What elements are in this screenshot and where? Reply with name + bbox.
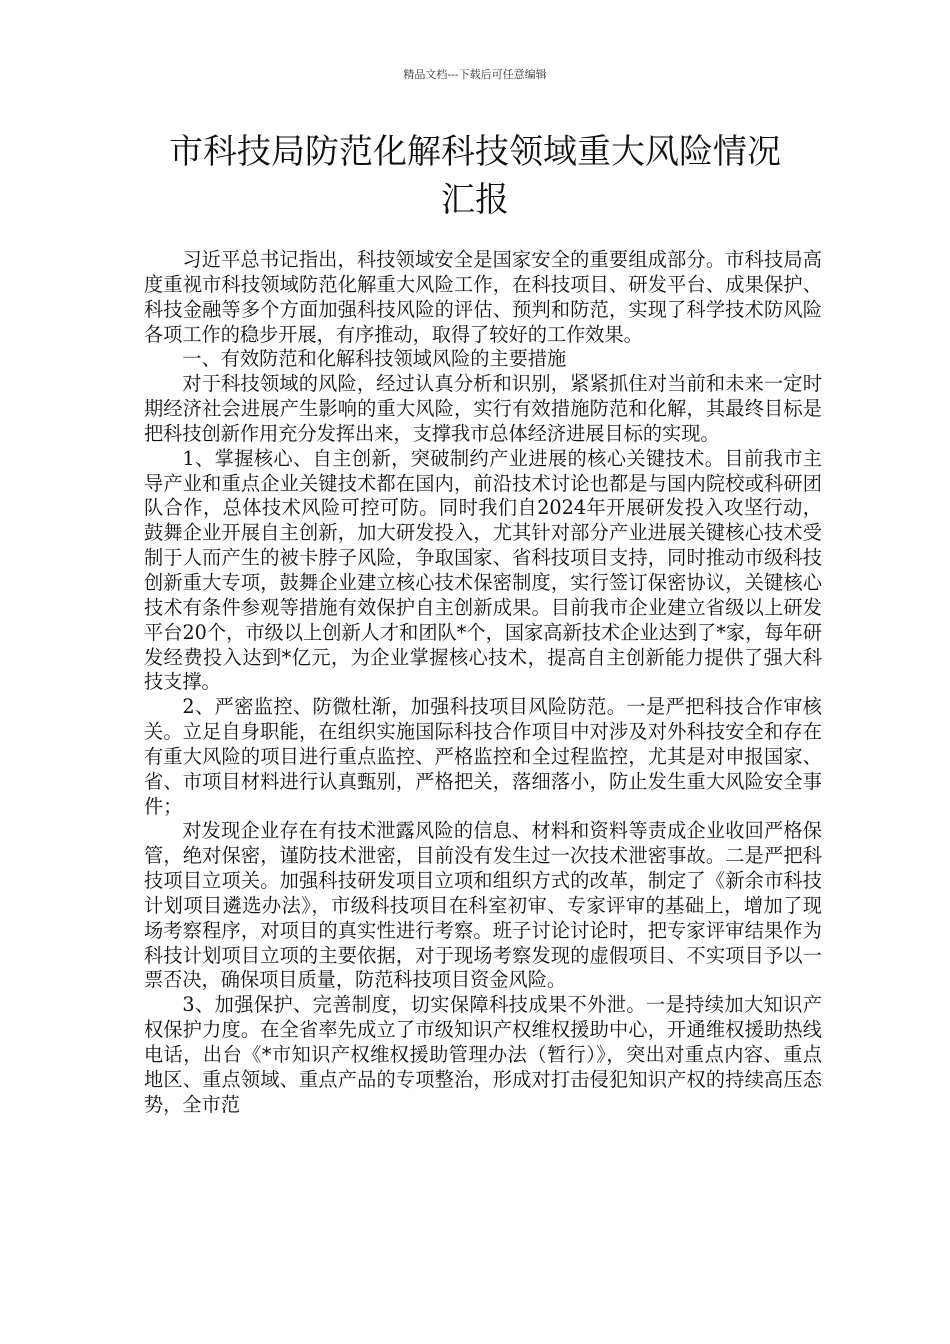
- header-note: 精品文档---下载后可任意编辑: [403, 68, 547, 81]
- title-line-1: 市科技局防范化解科技领域重大风险情况: [169, 132, 781, 172]
- paragraph-intro: 习近平总书记指出，科技领域安全是国家安全的重要组成部分。市科技局高度重视市科技领域防范化解重大风险工作，在科技项目、研发平台、成果保护、科技金融等多个方面加强科技风险的评估、预判和防范，实现了科学技术防风险各项工作的稳步开展，有序推动，取得了较好的工作效果。: [144, 248, 822, 346]
- paragraph: 对于科技领域的风险，经过认真分析和识别，紧紧抓住对当前和未来一定时期经济社会进展产生影响的重大风险，实行有效措施防范和化解，其最终目标是把科技创新作用充分发挥出来，支撑我市总体经济进展目标的实现。: [144, 372, 822, 445]
- section-heading: 一、有效防范和化解科技领域风险的主要措施: [182, 347, 567, 371]
- paragraph: 1、掌握核心、自主创新，突破制约产业进展的核心关键技术。目前我市主导产业和重点企业关键技术都在国内，前沿技术讨论也都是与国内院校或科研团队合作，总体技术风险可控可防。同时我们自2024年开展研发投入攻坚行动，鼓舞企业开展自主创新，加大研发投入，尤其针对部分产业进展关键核心技术受制于人而产生的被卡脖子风险，争取国家、省科技项目支持，同时推动市级科技创新重大专项，鼓舞企业建立核心技术保密制度，实行签订保密协议，关键核心技术有条件参观等措施有效保护自主创新成果。目前我市企业建立省级以上研发平台20个，市级以上创新人才和团队*个，国家高新技术企业达到了*家，每年研发经费投入达到*亿元，为企业掌握核心技术，提高自主创新能力提供了强大科技支撑。: [144, 446, 822, 694]
- paragraph: 2、严密监控、防微杜渐，加强科技项目风险防范。一是严把科技合作审核关。立足自身职能，在组织实施国际科技合作项目中对涉及对外科技安全和存在有重大风险的项目进行重点监控、严格监控和全过程监控，尤其是对申报国家、省、市项目材料进行认真甄别，严格把关，落细落小，防止发生重大风险安全事件；: [144, 695, 822, 818]
- paragraph: 对发现企业存在有技术泄露风险的信息、材料和资料等责成企业收回严格保管，绝对保密，谨防技术泄密，目前没有发生过一次技术泄密事故。二是严把科技项目立项关。加强科技研发项目立项和组织方式的改革，制定了《新余市科技计划项目遴选办法》，市级科技项目在科室初审、专家评审的基础上，增加了现场考察程序，对项目的真实性进行考察。班子讨论讨论时，把专家评审结果作为科技计划项目立项的主要依据，对于现场考察发现的虚假项目、不实项目予以一票否决，确保项目质量，防范科技项目资金风险。: [144, 819, 822, 992]
- document-body: [144, 248, 822, 1118]
- paragraph: 3、加强保护、完善制度，切实保障科技成果不外泄。一是持续加大知识产权保护力度。在全省率先成立了市级知识产权维权援助中心，开通维权援助热线电话，出台《*市知识产权维权援助管理办法（暂行）》，突出对重点内容、重点地区、重点领域、重点产品的专项整治，形成对打击侵犯知识产权的持续高压态势，全市范: [144, 993, 822, 1116]
- document-title: [100, 128, 850, 224]
- title-line-2: 汇报: [441, 180, 509, 220]
